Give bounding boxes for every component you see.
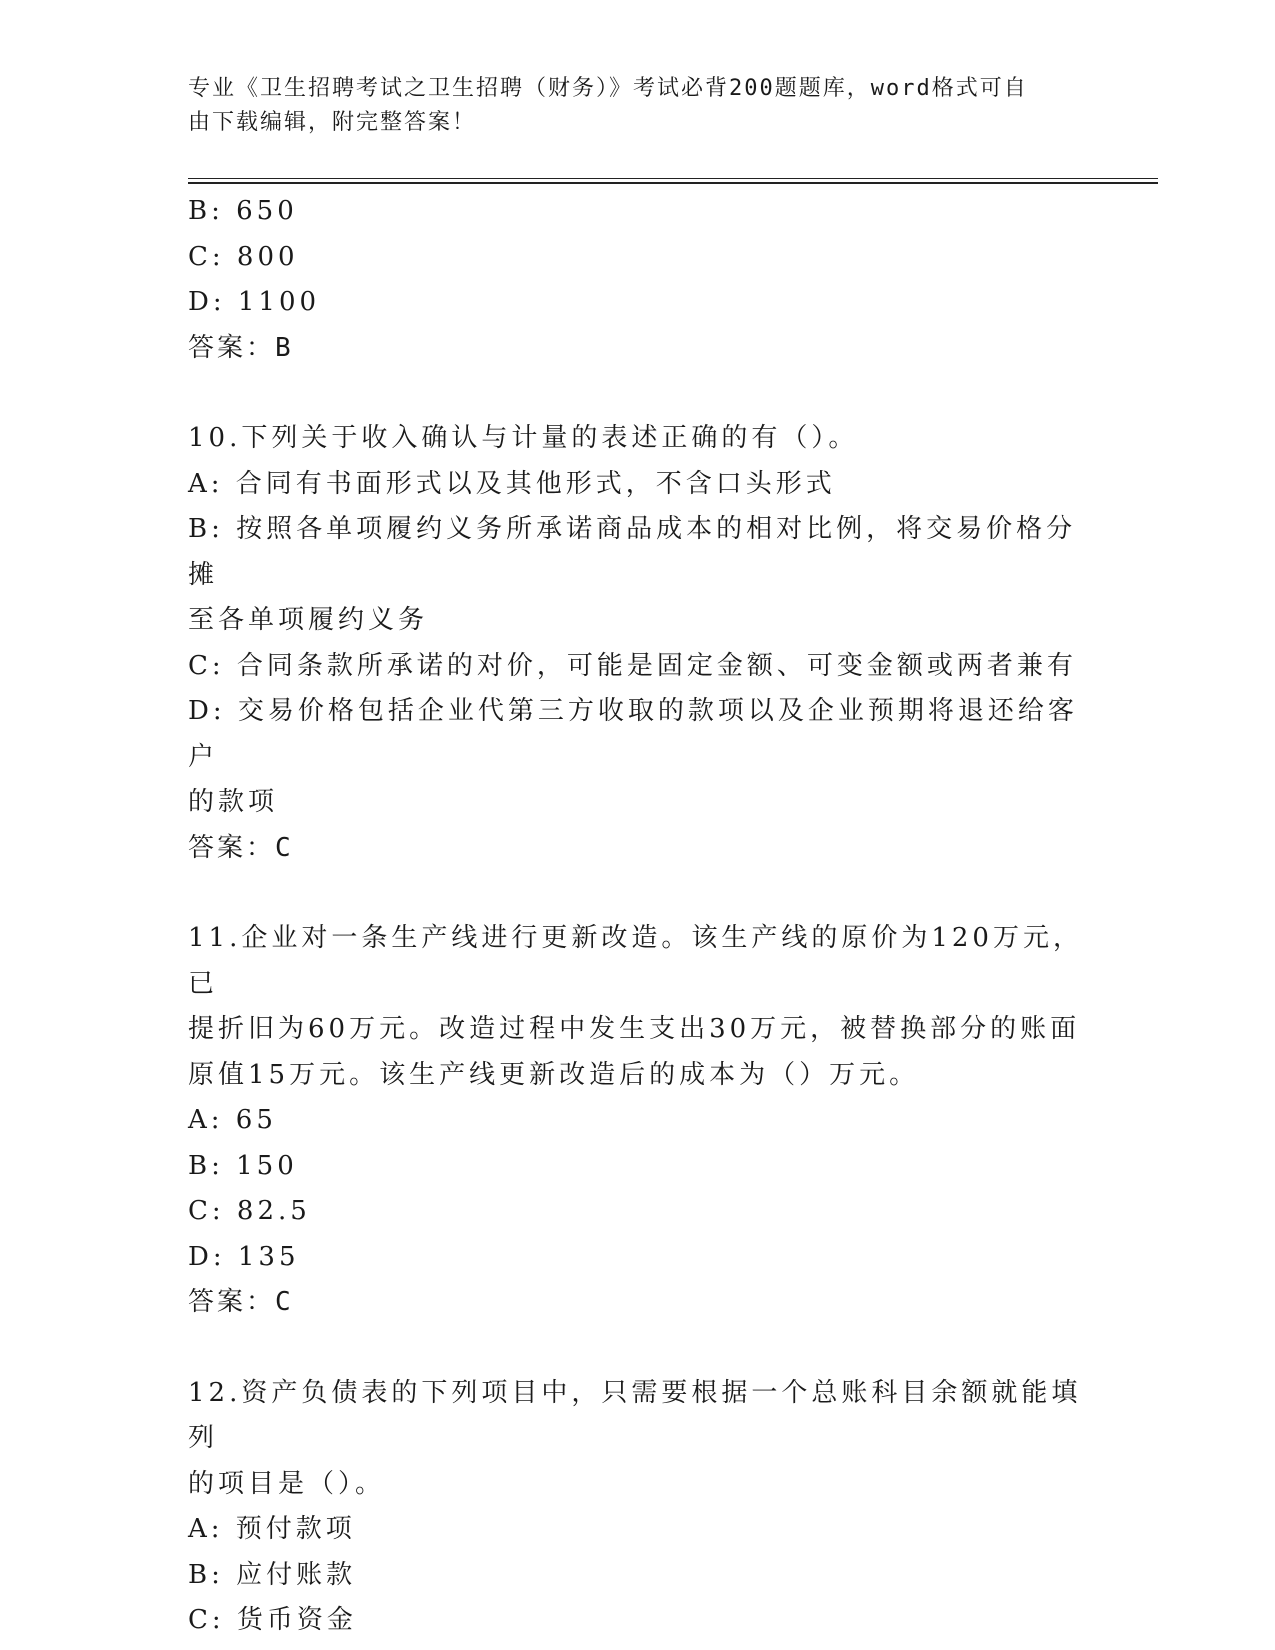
option-b: B: 应付账款 [188,1559,357,1590]
option-d: D: 1100 [188,287,321,317]
option-d: D: 135 [188,1241,300,1272]
block-spacer [188,871,1088,916]
answer-line: 答案：C [188,1287,294,1317]
header-divider-thin [188,178,1158,179]
answer-line: 答案：B [188,332,294,363]
option-c: C: 货币资金 [188,1605,357,1635]
document-header [188,72,1068,140]
header-line-1: 专业《卫生招聘考试之卫生招聘（财务）》考试必背200题题库，word格式可自 [188,76,1028,101]
block-spacer [188,1326,1088,1371]
option-a: A: 预付款项 [188,1514,356,1544]
option-c: C: 82.5 [188,1196,311,1226]
option-d: D: 交易价格包括企业代第三方收取的款项以及企业预期将退还给客户 [188,696,1078,772]
question-stem: 11.企业对一条生产线进行更新改造。该生产线的原价为120万元，已 [188,923,1083,999]
option-b-continued: 至各单项履约义务 [188,605,429,635]
question-stem-continued: 的项目是（）。 [188,1468,386,1499]
question-stem-continued: 提折旧为60万元。改造过程中发生支出30万元，被替换部分的账面 [188,1014,1081,1044]
question-block-9 [188,189,1088,371]
question-stem-continued: 原值15万元。该生产线更新改造后的成本为（）万元。 [188,1059,920,1090]
option-a: A: 65 [188,1105,277,1135]
option-c: C: 合同条款所承诺的对价，可能是固定金额、可变金额或两者兼有 [188,650,1077,681]
option-b: B: 650 [188,196,298,226]
option-c: C: 800 [188,241,299,272]
question-block-11 [188,916,1088,1326]
option-a: A: 合同有书面形式以及其他形式，不含口头形式 [188,468,836,499]
question-stem: 12.资产负债表的下列项目中，只需要根据一个总账科目余额就能填列 [188,1377,1082,1453]
option-b: B: 按照各单项履约义务所承诺商品成本的相对比例，将交易价格分摊 [188,514,1077,590]
header-divider-thick [188,182,1158,184]
block-spacer [188,371,1088,416]
answer-line: 答案：C [188,832,294,863]
question-block-12 [188,1371,1088,1644]
question-list [188,189,1088,1644]
question-stem: 10.下列关于收入确认与计量的表述正确的有（）。 [188,423,859,453]
question-block-10 [188,416,1088,871]
header-line-2: 由下载编辑，附完整答案！ [188,110,477,135]
option-b: B: 150 [188,1150,298,1181]
option-d-continued: 的款项 [188,787,279,817]
